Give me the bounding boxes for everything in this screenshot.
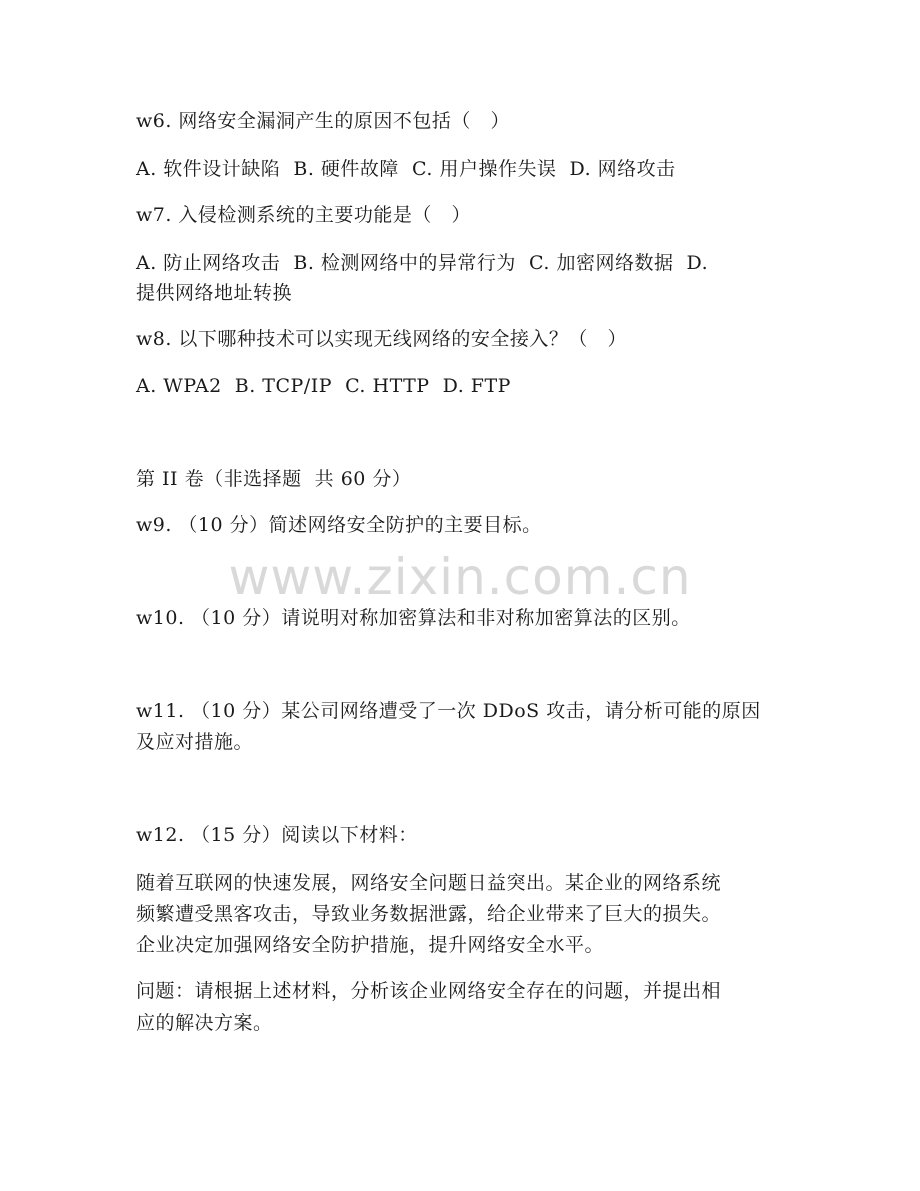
question-12-task-line-2: 应的解决方案。 — [136, 1012, 273, 1034]
question-8-options: A. WPA2 B. TCP/IP C. HTTP D. FTP — [136, 375, 511, 397]
material-line-1: 随着互联网的快速发展，网络安全问题日益突出。某企业的网络系统 — [136, 872, 722, 894]
material-line-2: 频繁遭受黑客攻击，导致业务数据泄露，给企业带来了巨大的损失。 — [136, 903, 722, 925]
question-10: w10. （10 分）请说明对称加密算法和非对称加密算法的区别。 — [136, 607, 691, 629]
question-11-line-1: w11. （10 分）某公司网络遭受了一次 DDoS 攻击，请分析可能的原因 — [136, 700, 761, 722]
question-11-line-2: 及应对措施。 — [136, 731, 254, 753]
material-line-3: 企业决定加强网络安全防护措施，提升网络安全水平。 — [136, 934, 605, 956]
question-7-stem: w7. 入侵检测系统的主要功能是（ ） — [136, 204, 472, 226]
question-6-options: A. 软件设计缺陷 B. 硬件故障 C. 用户操作失误 D. 网络攻击 — [136, 158, 676, 180]
question-7-options-line-2: 提供网络地址转换 — [136, 282, 293, 304]
section-2-title: 第 II 卷（非选择题 共 60 分） — [136, 468, 412, 490]
question-12-stem: w12. （15 分）阅读以下材料： — [136, 824, 418, 846]
question-6-stem: w6. 网络安全漏洞产生的原因不包括（ ） — [136, 110, 511, 132]
question-7-options-line-1: A. 防止网络攻击 B. 检测网络中的异常行为 C. 加密网络数据 D. — [136, 252, 709, 274]
question-8-stem: w8. 以下哪种技术可以实现无线网络的安全接入？（ ） — [136, 328, 628, 350]
question-12-task-line-1: 问题：请根据上述材料，分析该企业网络安全存在的问题，并提出相 — [136, 980, 722, 1002]
watermark: www.zixin.com.cn — [228, 548, 692, 606]
question-9: w9. （10 分）简述网络安全防护的主要目标。 — [136, 514, 542, 536]
